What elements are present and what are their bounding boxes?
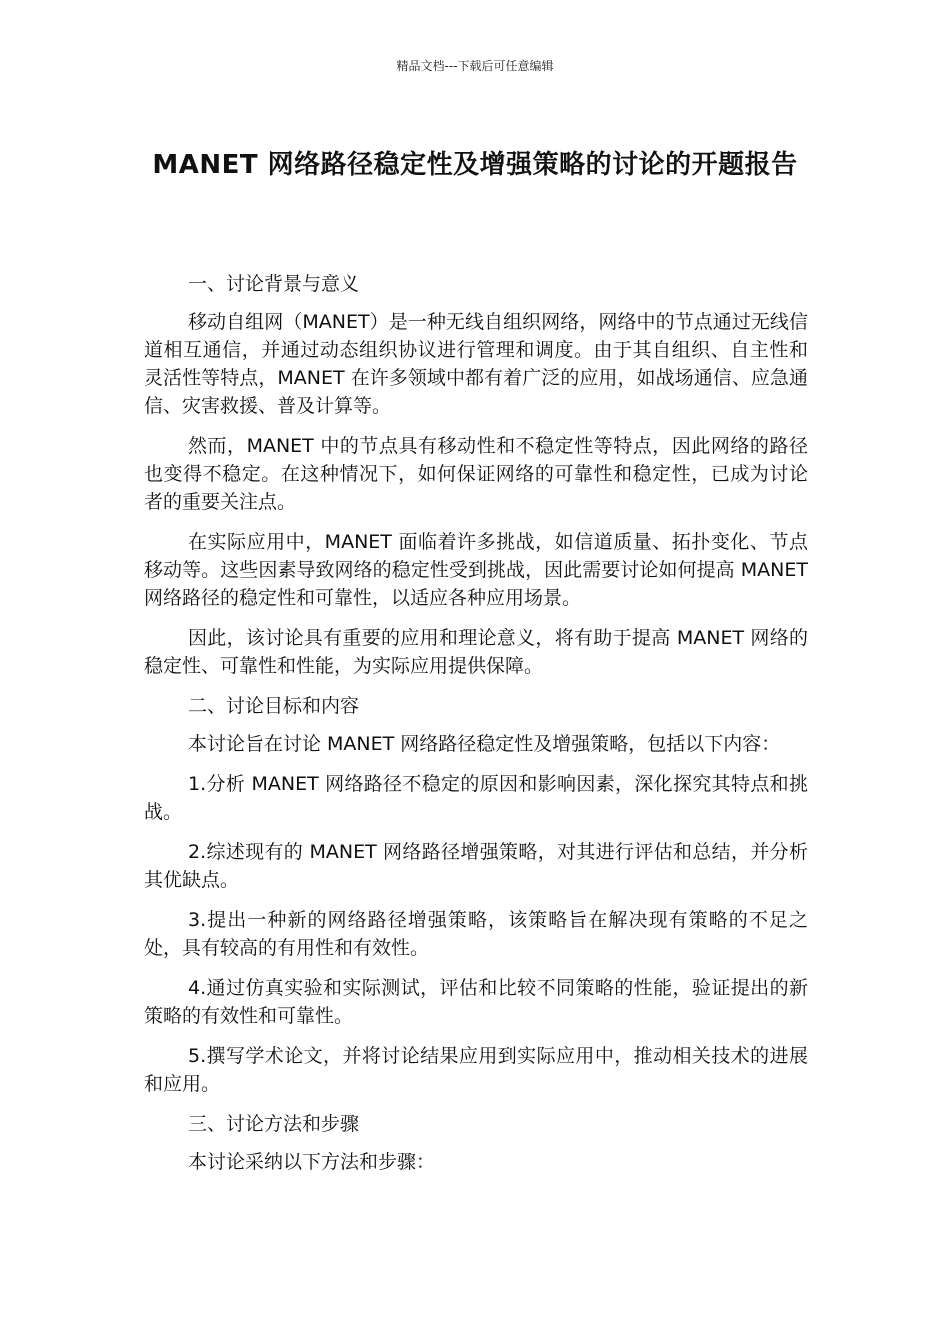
section-heading-background: 一、讨论背景与意义	[188, 273, 360, 295]
document-title: MANET 网络路径稳定性及增强策略的讨论的开题报告	[152, 150, 798, 180]
list-item: 4.通过仿真实验和实际测试，评估和比较不同策略的性能，验证提出的新策略的有效性和可靠性。	[144, 977, 808, 1027]
document-body	[144, 270, 808, 1188]
list-item: 2.综述现有的 MANET 网络路径增强策略，对其进行评估和总结，并分析其优缺点。	[144, 841, 808, 891]
paragraph: 移动自组网（MANET）是一种无线自组织网络，网络中的节点通过无线信道相互通信，并通过动态组织协议进行管理和调度。由于其自组织、自主性和灵活性等特点，MANET 在许多领域中都有着广泛的应用，如战场通信、应急通信、灾害救援、普及计算等。	[144, 311, 808, 417]
paragraph: 本讨论旨在讨论 MANET 网络路径稳定性及增强策略，包括以下内容：	[188, 733, 781, 755]
header-note: 精品文档---下载后可任意编辑	[396, 59, 554, 73]
paragraph: 在实际应用中，MANET 面临着许多挑战，如信道质量、拓扑变化、节点移动等。这些因素导致网络的稳定性受到挑战，因此需要讨论如何提高 MANET 网络路径的稳定性和可靠性，以适应各种应用场景。	[144, 531, 808, 609]
paragraph: 然而，MANET 中的节点具有移动性和不稳定性等特点，因此网络的路径也变得不稳定。在这种情况下，如何保证网络的可靠性和稳定性，已成为讨论者的重要关注点。	[144, 435, 808, 513]
section-heading-methods: 三、讨论方法和步骤	[188, 1113, 360, 1135]
list-item: 1.分析 MANET 网络路径不稳定的原因和影响因素，深化探究其特点和挑战。	[144, 773, 808, 823]
list-item: 3.提出一种新的网络路径增强策略，该策略旨在解决现有策略的不足之处，具有较高的有用性和有效性。	[144, 909, 808, 959]
paragraph: 因此，该讨论具有重要的应用和理论意义，将有助于提高 MANET 网络的稳定性、可靠性和性能，为实际应用提供保障。	[144, 627, 808, 677]
paragraph: 本讨论采纳以下方法和步骤：	[188, 1151, 436, 1173]
list-item: 5.撰写学术论文，并将讨论结果应用到实际应用中，推动相关技术的进展和应用。	[144, 1045, 808, 1095]
section-heading-goals: 二、讨论目标和内容	[188, 695, 360, 717]
